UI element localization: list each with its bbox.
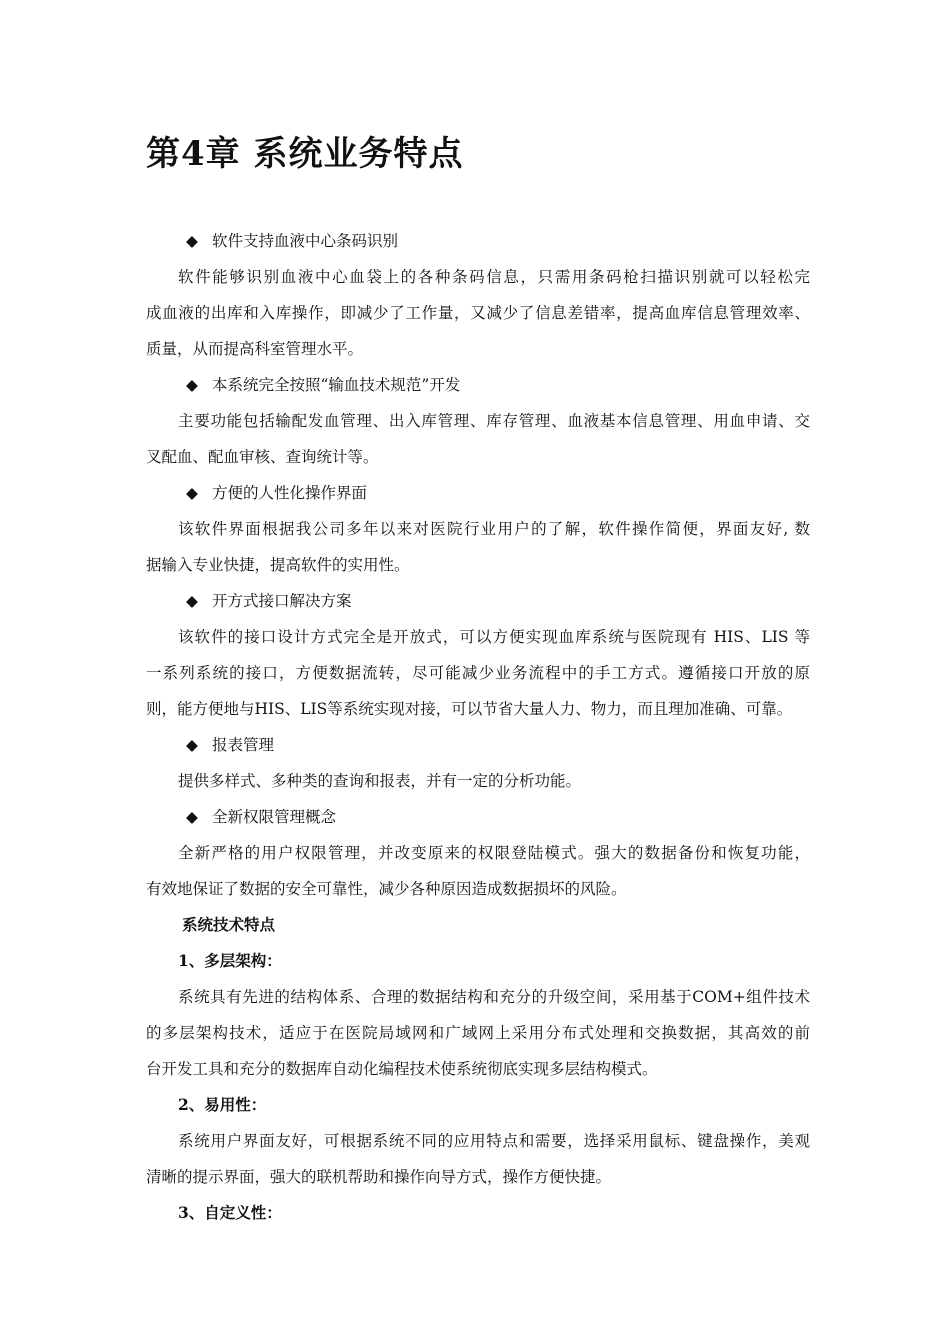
paragraph-line: 系统具有先进的结构体系、合理的数据结构和充分的升级空间，采用基于COM+组件技术: [178, 988, 810, 1006]
paragraph-line: 该软件的接口设计方式完全是开放式，可以方便实现血库系统与医院现有 HIS、LIS 等: [178, 628, 810, 646]
bullet-heading-interface: [146, 583, 810, 619]
diamond-bullet-icon: ◆: [186, 376, 198, 394]
section-heading-tech: 系统技术特点: [182, 915, 276, 934]
subheading-custom: 3、自定义性：: [178, 1203, 282, 1222]
subheading-multilayer: 1、多层架构：: [178, 951, 282, 970]
bullet-heading-text: 全新权限管理概念: [212, 808, 337, 826]
bullet-heading-text: 本系统完全按照“输血技术规范”开发: [212, 376, 461, 394]
document-body: [146, 223, 810, 1231]
paragraph-line: 成血液的出库和入库操作，即减少了工作量，又减少了信息差错率，提高血库信息管理效率、: [146, 304, 810, 322]
paragraph-line: 该软件界面根据我公司多年以来对医院行业用户的了解，软件操作简便，界面友好, 数: [178, 520, 810, 538]
diamond-bullet-icon: ◆: [186, 592, 198, 610]
paragraph-line: 台开发工具和充分的数据库自动化编程技术使系统彻底实现多层结构模式。: [146, 1060, 658, 1078]
paragraph-line: 据输入专业快捷，提高软件的实用性。: [146, 556, 410, 574]
bullet-heading-text: 软件支持血液中心条码识别: [212, 232, 399, 250]
diamond-bullet-icon: ◆: [186, 232, 198, 250]
diamond-bullet-icon: ◆: [186, 808, 198, 826]
bullet-heading-text: 方便的人性化操作界面: [212, 484, 368, 502]
paragraph-line: 提供多样式、多种类的查询和报表，并有一定的分析功能。: [178, 772, 582, 790]
bullet-heading-report: [146, 727, 810, 763]
paragraph-line: 系统用户界面友好，可根据系统不同的应用特点和需要，选择采用鼠标、键盘操作，美观: [178, 1132, 810, 1150]
paragraph-line: 软件能够识别血液中心血袋上的各种条码信息，只需用条码枪扫描识别就可以轻松完: [178, 268, 810, 286]
chapter-title: 第4章 系统业务特点: [146, 134, 464, 174]
paragraph-line: 清晰的提示界面，强大的联机帮助和操作向导方式，操作方便快捷。: [146, 1168, 612, 1186]
bullet-heading-text: 开方式接口解决方案: [212, 592, 352, 610]
paragraph-line: 主要功能包括输配发血管理、出入库管理、库存管理、血液基本信息管理、用血申请、交: [178, 412, 810, 430]
subheading-usability: 2、易用性：: [178, 1095, 267, 1114]
paragraph-line: 一系列系统的接口，方便数据流转，尽可能减少业务流程中的手工方式。遵循接口开放的原: [146, 664, 810, 682]
bullet-heading-barcode: [146, 223, 810, 259]
paragraph-line: 叉配血、配血审核、查询统计等。: [146, 448, 379, 466]
bullet-heading-permission: [146, 799, 810, 835]
diamond-bullet-icon: ◆: [186, 484, 198, 502]
paragraph-line: 则，能方便地与HIS、LIS等系统实现对接，可以节省大量人力、物力，而且理加准确、可靠。: [146, 700, 793, 718]
paragraph-line: 的多层架构技术，适应于在医院局域网和广域网上采用分布式处理和交换数据，其高效的前: [146, 1024, 810, 1042]
bullet-heading-text: 报表管理: [212, 736, 275, 754]
paragraph-line: 全新严格的用户权限管理，并改变原来的权限登陆模式。强大的数据备份和恢复功能，: [178, 844, 810, 862]
bullet-heading-ui: [146, 475, 810, 511]
bullet-heading-standard: [146, 367, 810, 403]
diamond-bullet-icon: ◆: [186, 736, 198, 754]
paragraph-line: 质量，从而提高科室管理水平。: [146, 340, 364, 358]
paragraph-line: 有效地保证了数据的安全可靠性，减少各种原因造成数据损坏的风险。: [146, 880, 627, 898]
